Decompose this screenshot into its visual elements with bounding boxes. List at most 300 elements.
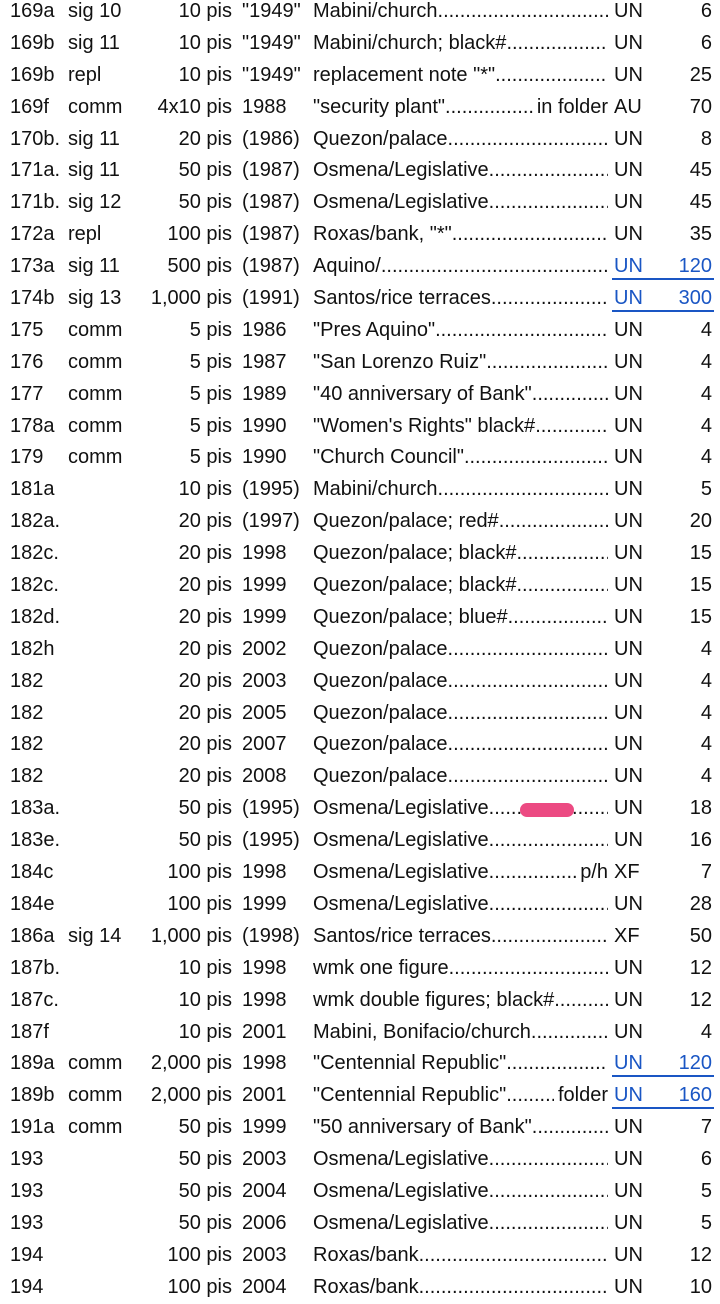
- dot-leader: [449, 953, 608, 985]
- catalog-number: 173a: [10, 255, 55, 278]
- description-text: replacement note "*": [313, 63, 496, 86]
- price: 4: [700, 669, 712, 692]
- denomination: 1,000 pis: [150, 924, 232, 947]
- description-text: Osmena/Legislative: [313, 829, 489, 852]
- catalog-number: 177: [10, 382, 44, 405]
- denomination: 100 pis: [167, 861, 232, 884]
- description: [313, 506, 608, 538]
- list-item: [0, 1176, 720, 1208]
- list-item: [0, 315, 720, 347]
- list-item: [0, 793, 720, 825]
- description-text: Osmena/Legislative: [313, 797, 489, 820]
- price: 12: [689, 956, 712, 979]
- year: (1991): [242, 287, 300, 310]
- list-item: [0, 442, 720, 474]
- denomination: 10 pis: [178, 0, 232, 22]
- catalog-number: 191a: [10, 1116, 55, 1139]
- description-text: Osmena/Legislative: [313, 159, 489, 182]
- catalog-number: 182: [10, 733, 44, 756]
- denomination: 1,000 pis: [150, 287, 232, 310]
- grade: UN: [614, 892, 643, 915]
- list-item: [0, 857, 720, 889]
- dot-leader: [448, 729, 608, 761]
- description-text: wmk double figures; black#: [313, 988, 555, 1011]
- price: 16: [689, 829, 712, 852]
- denomination: 50 pis: [178, 159, 232, 182]
- catalog-number: 183a.: [10, 797, 61, 820]
- dot-leader: [489, 187, 608, 219]
- catalog-number: 170b.: [10, 127, 61, 150]
- list-item: [0, 0, 720, 28]
- description: [313, 1112, 608, 1144]
- year: 1999: [242, 1116, 287, 1139]
- catalog-number: 171a.: [10, 159, 61, 182]
- catalog-number: 174b: [10, 287, 55, 310]
- list-item: [0, 219, 720, 251]
- price: 4: [700, 701, 712, 724]
- price: 50: [689, 924, 712, 947]
- denomination: 100 pis: [167, 223, 232, 246]
- description: [313, 1144, 608, 1176]
- year: 1989: [242, 382, 287, 405]
- year: 2001: [242, 1020, 287, 1043]
- catalog-number: 169a: [10, 0, 55, 22]
- catalog-number: 175: [10, 318, 44, 341]
- description-text: Mabini/church: [313, 0, 438, 22]
- grade: UN: [614, 318, 643, 341]
- price: 4: [700, 382, 712, 405]
- dot-leader: [535, 411, 608, 443]
- year: 1986: [242, 318, 287, 341]
- description-text: Quezon/palace; black#: [313, 542, 517, 565]
- dot-leader: [499, 506, 608, 538]
- price: 6: [700, 31, 712, 54]
- catalog-number: 172a: [10, 223, 55, 246]
- link-underline[interactable]: [612, 310, 714, 312]
- dot-leader: [448, 124, 608, 156]
- description-text: Mabini, Bonifacio/church: [313, 1020, 531, 1043]
- grade[interactable]: UN: [614, 1084, 643, 1107]
- year: (1987): [242, 255, 300, 278]
- description: [313, 602, 608, 634]
- list-item: [0, 1208, 720, 1240]
- year: 1998: [242, 988, 287, 1011]
- description-text: Roxas/bank: [313, 1275, 419, 1298]
- price: 6: [700, 1148, 712, 1171]
- description-text: Quezon/palace; red#: [313, 510, 499, 533]
- description: [313, 698, 608, 730]
- dot-leader: [438, 0, 608, 28]
- year: 1988: [242, 95, 287, 118]
- price: 45: [689, 159, 712, 182]
- denomination: 10 pis: [178, 478, 232, 501]
- description-text: Quezon/palace: [313, 127, 448, 150]
- dot-leader: [448, 698, 608, 730]
- denomination: 5 pis: [189, 318, 232, 341]
- grade: UN: [614, 478, 643, 501]
- grade: UN: [614, 0, 643, 22]
- grade: UN: [614, 765, 643, 788]
- year: (1997): [242, 510, 300, 533]
- year: 1998: [242, 956, 287, 979]
- description: [313, 411, 608, 443]
- description-text: Mabini/church; black#: [313, 31, 507, 54]
- year: 2003: [242, 1148, 287, 1171]
- price: 12: [689, 988, 712, 1011]
- year: 2004: [242, 1179, 287, 1202]
- description-text: Aquino/: [313, 255, 381, 278]
- list-item: [0, 283, 720, 315]
- list-item: [0, 28, 720, 60]
- catalog-number: 193: [10, 1211, 44, 1234]
- dot-leader: [448, 666, 608, 698]
- signature-variety: comm: [68, 318, 123, 341]
- description: [313, 953, 608, 985]
- denomination: 10 pis: [178, 31, 232, 54]
- list-item: [0, 187, 720, 219]
- denomination: 10 pis: [178, 63, 232, 86]
- description-text: Quezon/palace; black#: [313, 574, 517, 597]
- description-text: "40 anniversary of Bank": [313, 382, 532, 405]
- list-item: [0, 825, 720, 857]
- year: 1987: [242, 350, 287, 373]
- description-text: Quezon/palace: [313, 701, 448, 724]
- price[interactable]: 160: [678, 1084, 712, 1107]
- catalog-number: 182h: [10, 637, 55, 660]
- catalog-number: 178a: [10, 414, 55, 437]
- denomination: 10 pis: [178, 956, 232, 979]
- description-text: Osmena/Legislative: [313, 1211, 489, 1234]
- description: [313, 921, 608, 953]
- denomination: 10 pis: [178, 1020, 232, 1043]
- description: [313, 155, 608, 187]
- description: [313, 1208, 608, 1240]
- description-text: Quezon/palace: [313, 637, 448, 660]
- grade: UN: [614, 127, 643, 150]
- description: [313, 985, 608, 1017]
- signature-variety: comm: [68, 1084, 123, 1107]
- list-item: [0, 1017, 720, 1049]
- grade: UN: [614, 1243, 643, 1266]
- catalog-number: 182: [10, 701, 44, 724]
- signature-variety: comm: [68, 382, 123, 405]
- year: 1998: [242, 1052, 287, 1075]
- description: [313, 538, 608, 570]
- link-underline[interactable]: [612, 278, 714, 280]
- catalog-number: 193: [10, 1148, 44, 1171]
- denomination: 50 pis: [178, 1179, 232, 1202]
- description-text: "security plant": [313, 95, 446, 118]
- year: 1990: [242, 446, 287, 469]
- year: 1999: [242, 605, 287, 628]
- list-item: [0, 1048, 720, 1080]
- dot-leader: [489, 889, 608, 921]
- price: 4: [700, 637, 712, 660]
- dot-leader: [506, 1080, 554, 1112]
- denomination: 2,000 pis: [150, 1084, 232, 1107]
- dot-leader: [381, 251, 608, 283]
- description-text: Santos/rice terraces: [313, 924, 491, 947]
- denomination: 5 pis: [189, 414, 232, 437]
- catalog-number: 194: [10, 1243, 44, 1266]
- year: (1987): [242, 159, 300, 182]
- dot-leader: [486, 347, 608, 379]
- price: 25: [689, 63, 712, 86]
- year: "1949": [242, 31, 301, 54]
- catalog-number: 182d.: [10, 605, 61, 628]
- year: (1987): [242, 191, 300, 214]
- list-item: [0, 379, 720, 411]
- description-text: "Pres Aquino": [313, 318, 436, 341]
- year: 2005: [242, 701, 287, 724]
- grade: UN: [614, 829, 643, 852]
- dot-leader: [554, 985, 608, 1017]
- grade[interactable]: UN: [614, 255, 643, 278]
- list-item: [0, 1112, 720, 1144]
- price[interactable]: 120: [678, 1052, 712, 1075]
- description: [313, 857, 608, 889]
- description-text: Roxas/bank, "*": [313, 223, 452, 246]
- price: 4: [700, 765, 712, 788]
- price: 18: [689, 797, 712, 820]
- year: "1949": [242, 0, 301, 22]
- year: 2008: [242, 765, 287, 788]
- grade: UN: [614, 31, 643, 54]
- description-text: "50 anniversary of Bank": [313, 1116, 532, 1139]
- list-item: [0, 155, 720, 187]
- year: (1998): [242, 924, 300, 947]
- catalog-number: 182c.: [10, 542, 59, 565]
- signature-variety: sig 12: [68, 191, 122, 214]
- year: (1995): [242, 797, 300, 820]
- list-item: [0, 570, 720, 602]
- year: 1998: [242, 861, 287, 884]
- description-text: Osmena/Legislative: [313, 892, 489, 915]
- denomination: 100 pis: [167, 1243, 232, 1266]
- description: [313, 0, 608, 28]
- description-text: Santos/rice terraces: [313, 287, 491, 310]
- signature-variety: comm: [68, 1052, 123, 1075]
- denomination: 20 pis: [178, 637, 232, 660]
- signature-variety: comm: [68, 350, 123, 373]
- signature-variety: comm: [68, 95, 123, 118]
- dot-leader: [506, 28, 608, 60]
- year: 1998: [242, 542, 287, 565]
- price: 6: [700, 0, 712, 22]
- year: 1990: [242, 414, 287, 437]
- grade: UN: [614, 574, 643, 597]
- signature-variety: sig 14: [68, 924, 122, 947]
- grade[interactable]: UN: [614, 1052, 643, 1075]
- grade: UN: [614, 510, 643, 533]
- grade: UN: [614, 733, 643, 756]
- grade: UN: [614, 605, 643, 628]
- description: [313, 28, 608, 60]
- price: 5: [700, 1179, 712, 1202]
- catalog-number: 171b.: [10, 191, 61, 214]
- dot-leader: [489, 1176, 608, 1208]
- description: [313, 60, 608, 92]
- catalog-number: 169f: [10, 95, 49, 118]
- denomination: 20 pis: [178, 605, 232, 628]
- year: (1995): [242, 478, 300, 501]
- grade: UN: [614, 988, 643, 1011]
- dot-leader: [508, 602, 608, 634]
- year: 2001: [242, 1084, 287, 1107]
- denomination: 20 pis: [178, 669, 232, 692]
- price: 45: [689, 191, 712, 214]
- dot-leader: [419, 1272, 608, 1304]
- signature-variety: sig 11: [68, 31, 120, 54]
- dot-leader: [516, 570, 608, 602]
- catalog-number: 189a: [10, 1052, 55, 1075]
- grade: UN: [614, 797, 643, 820]
- denomination: 20 pis: [178, 574, 232, 597]
- description: [313, 1176, 608, 1208]
- grade: UN: [614, 446, 643, 469]
- grade: UN: [614, 701, 643, 724]
- list-item: [0, 1144, 720, 1176]
- description-suffix: folder: [557, 1084, 608, 1107]
- grade: UN: [614, 350, 643, 373]
- list-item: [0, 889, 720, 921]
- list-item: [0, 124, 720, 156]
- signature-variety: sig 11: [68, 159, 120, 182]
- price: 7: [700, 1116, 712, 1139]
- signature-variety: comm: [68, 414, 123, 437]
- description: [313, 1017, 608, 1049]
- denomination: 20 pis: [178, 733, 232, 756]
- catalog-number: 182: [10, 669, 44, 692]
- price: 4: [700, 350, 712, 373]
- catalog-number: 179: [10, 446, 44, 469]
- description-text: "Centennial Republic": [313, 1052, 507, 1075]
- denomination: 500 pis: [167, 255, 232, 278]
- catalog-number: 182c.: [10, 574, 59, 597]
- denomination: 5 pis: [189, 446, 232, 469]
- grade: UN: [614, 669, 643, 692]
- grade: UN: [614, 1179, 643, 1202]
- description-text: Quezon/palace: [313, 765, 448, 788]
- year: 2003: [242, 1243, 287, 1266]
- description-text: "San Lorenzo Ruiz": [313, 350, 487, 373]
- denomination: 20 pis: [178, 542, 232, 565]
- grade: XF: [614, 861, 640, 884]
- dot-leader: [531, 1017, 608, 1049]
- catalog-number: 193: [10, 1179, 44, 1202]
- list-item: [0, 411, 720, 443]
- denomination: 50 pis: [178, 797, 232, 820]
- dot-leader: [489, 825, 608, 857]
- grade: UN: [614, 414, 643, 437]
- dot-leader: [419, 1240, 608, 1272]
- description-text: "Centennial Republic": [313, 1084, 507, 1107]
- description: [313, 347, 608, 379]
- year: 1999: [242, 892, 287, 915]
- price: 4: [700, 318, 712, 341]
- description: [313, 570, 608, 602]
- dot-leader: [495, 60, 608, 92]
- description: [313, 1080, 608, 1112]
- description: [313, 219, 608, 251]
- grade: UN: [614, 956, 643, 979]
- description-text: Osmena/Legislative: [313, 191, 489, 214]
- grade: UN: [614, 159, 643, 182]
- price: 5: [700, 478, 712, 501]
- description-suffix: in folder: [536, 95, 608, 118]
- catalog-number: 182a.: [10, 510, 61, 533]
- dot-leader: [489, 155, 608, 187]
- grade[interactable]: UN: [614, 287, 643, 310]
- description: [313, 1272, 608, 1304]
- signature-variety: sig 13: [68, 287, 122, 310]
- price: 4: [700, 446, 712, 469]
- list-item: [0, 474, 720, 506]
- grade: UN: [614, 63, 643, 86]
- price: 20: [689, 510, 712, 533]
- list-item: [0, 1080, 720, 1112]
- denomination: 100 pis: [167, 892, 232, 915]
- price: 15: [689, 605, 712, 628]
- description: [313, 474, 608, 506]
- description: [313, 92, 608, 124]
- description-text: Quezon/palace: [313, 669, 448, 692]
- dot-leader: [445, 92, 533, 124]
- description-text: Quezon/palace; blue#: [313, 605, 508, 628]
- catalog-number: 187b.: [10, 956, 61, 979]
- description-text: "Women's Rights" black#: [313, 414, 536, 437]
- grade: UN: [614, 1211, 643, 1234]
- dot-leader: [532, 1112, 608, 1144]
- year: (1987): [242, 223, 300, 246]
- dot-leader: [464, 442, 608, 474]
- dot-leader: [491, 283, 608, 315]
- link-underline[interactable]: [612, 1075, 714, 1077]
- link-underline[interactable]: [612, 1107, 714, 1109]
- price[interactable]: 300: [678, 287, 712, 310]
- description: [313, 187, 608, 219]
- dot-leader: [438, 474, 608, 506]
- denomination: 50 pis: [178, 1211, 232, 1234]
- description: [313, 283, 608, 315]
- dot-leader: [516, 538, 608, 570]
- year: 2004: [242, 1275, 287, 1298]
- year: 1999: [242, 574, 287, 597]
- description-text: Mabini/church: [313, 478, 438, 501]
- description: [313, 251, 608, 283]
- catalog-number: 187c.: [10, 988, 59, 1011]
- description-text: Osmena/Legislative: [313, 1148, 489, 1171]
- catalog-number: 181a: [10, 478, 55, 501]
- price: 12: [689, 1243, 712, 1266]
- price: 4: [700, 1020, 712, 1043]
- price: 10: [689, 1275, 712, 1298]
- denomination: 20 pis: [178, 765, 232, 788]
- dot-leader: [452, 219, 608, 251]
- grade: UN: [614, 1020, 643, 1043]
- denomination: 100 pis: [167, 1275, 232, 1298]
- description: [313, 442, 608, 474]
- dot-leader: [506, 1048, 608, 1080]
- price[interactable]: 120: [678, 255, 712, 278]
- grade: UN: [614, 1116, 643, 1139]
- price: 4: [700, 414, 712, 437]
- list-item: [0, 92, 720, 124]
- year: "1949": [242, 63, 301, 86]
- catalog-number: 187f: [10, 1020, 49, 1043]
- description-text: Osmena/Legislative: [313, 1179, 489, 1202]
- description: [313, 634, 608, 666]
